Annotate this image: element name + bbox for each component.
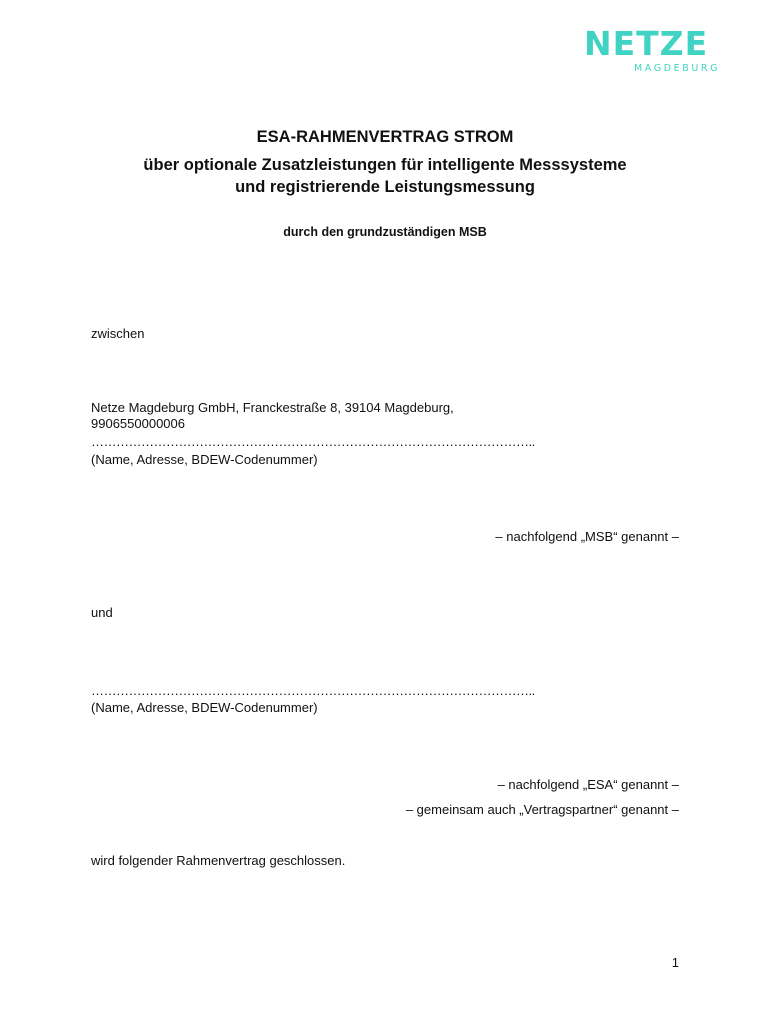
document-subtitle-line2: und registrierende Leistungsmessung bbox=[235, 178, 535, 196]
party1-fill-line: …………………………………………………………………………………………….. bbox=[91, 434, 535, 449]
document-subtitle-msb: durch den grundzuständigen MSB bbox=[283, 225, 487, 239]
document-title: ESA-RAHMENVERTRAG STROM bbox=[256, 128, 514, 146]
party1-bdew-code: 9906550000006 bbox=[91, 416, 185, 431]
party1-caption: (Name, Adresse, BDEW-Codenummer) bbox=[91, 452, 318, 467]
page-number: 1 bbox=[671, 955, 679, 970]
logo-wordmark: NETZE bbox=[584, 24, 709, 63]
party1-role: – nachfolgend „MSB“ genannt – bbox=[495, 529, 679, 544]
closing-statement: wird folgender Rahmenvertrag geschlossen. bbox=[91, 853, 346, 868]
contract-parties-note: – gemeinsam auch „Vertragspartner“ genannt – bbox=[405, 802, 679, 817]
between-label: zwischen bbox=[91, 326, 145, 341]
party1-address: Netze Magdeburg GmbH, Franckestraße 8, 39104 Magdeburg, bbox=[91, 400, 454, 415]
party2-caption: (Name, Adresse, BDEW-Codenummer) bbox=[91, 700, 318, 715]
party2-fill-line: …………………………………………………………………………………………….. bbox=[91, 683, 535, 698]
party2-role: – nachfolgend „ESA“ genannt – bbox=[497, 777, 679, 792]
and-label: und bbox=[91, 605, 113, 620]
netze-magdeburg-logo bbox=[584, 26, 740, 78]
document-subtitle-line1: über optionale Zusatzleistungen für intelligente Messsysteme bbox=[143, 156, 627, 174]
logo-subtitle: MAGDEBURG bbox=[634, 63, 721, 74]
